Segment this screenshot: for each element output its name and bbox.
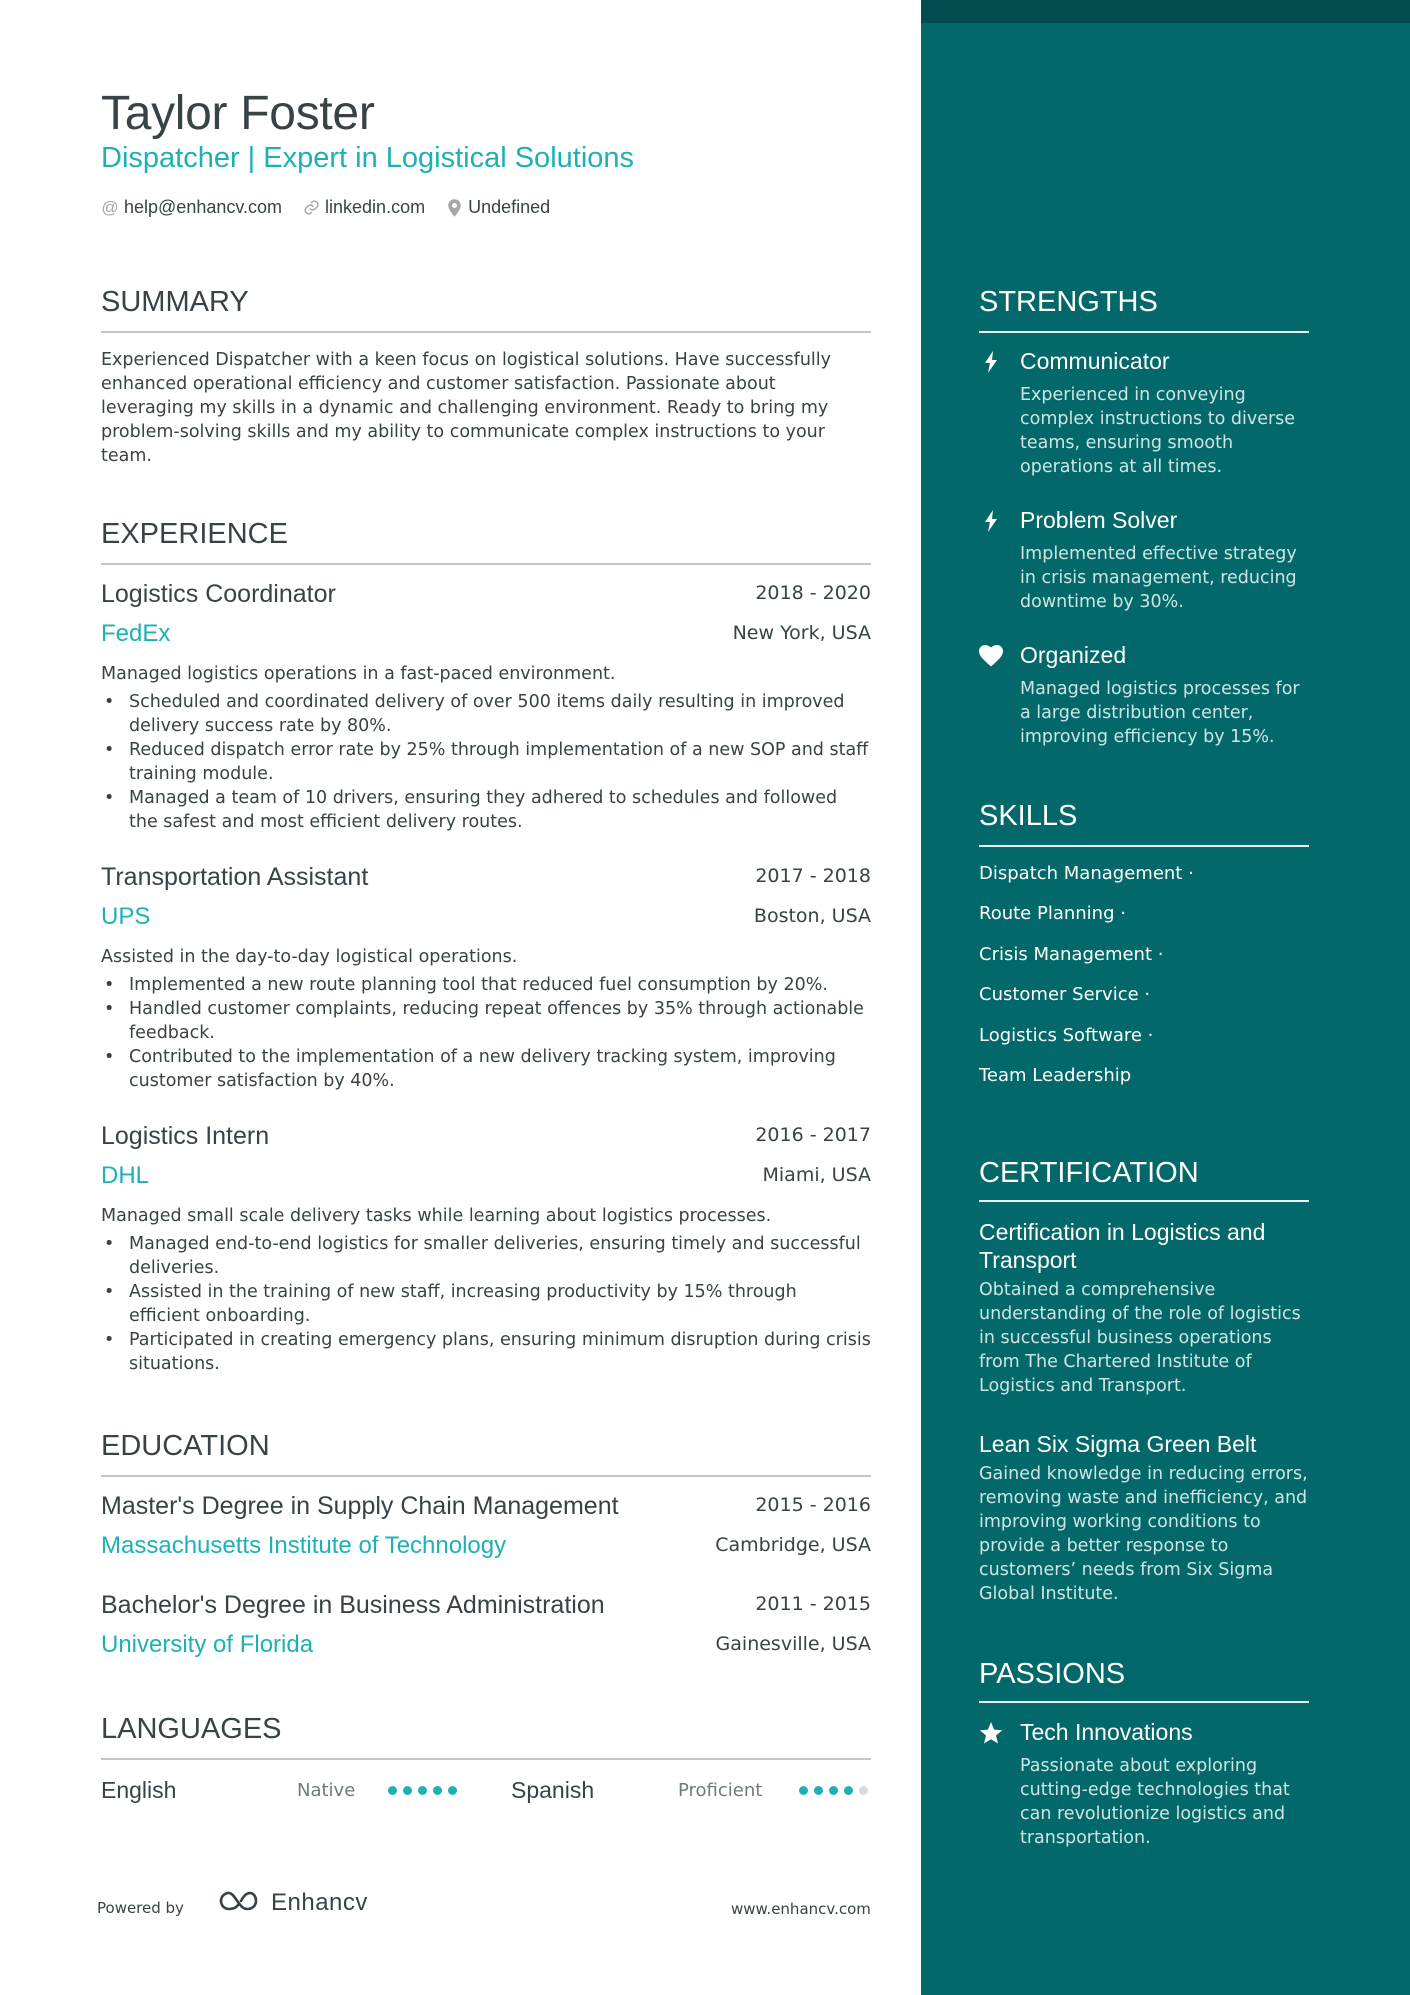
rating-dot-filled bbox=[448, 1786, 457, 1795]
summary-text: Experienced Dispatcher with a keen focus on logistical solutions. Have successfully enhanced operational efficiency and customer satisfaction. Passionate about leveraging my skills in a dynamic and challenging environment. Ready to bring my problem-solving skills and my ability to communicate complex instructions to your team. bbox=[101, 350, 831, 466]
job-bullet: • Participated in creating emergency plans, ensuring minimum disruption during crisis situations. bbox=[101, 1328, 871, 1376]
strength-description: Implemented effective strategy in crisis management, reducing downtime by 30%. bbox=[1020, 544, 1297, 612]
job-bullet: • Scheduled and coordinated delivery of over 500 items daily resulting in improved delivery success rate by 80%. bbox=[101, 690, 871, 738]
job-bullets bbox=[101, 690, 871, 834]
passion-title: Tech Innovations bbox=[1020, 1719, 1193, 1745]
language-level: Proficient bbox=[678, 1780, 763, 1801]
contact-location bbox=[445, 197, 550, 218]
languages-heading: LANGUAGES bbox=[101, 1713, 282, 1745]
job-company: FedEx bbox=[101, 620, 171, 647]
certification-heading: CERTIFICATION bbox=[979, 1157, 1199, 1189]
certification-title: Certification in Logistics and Transport bbox=[979, 1219, 1266, 1273]
certification-divider bbox=[979, 1200, 1309, 1202]
strengths-heading: STRENGTHS bbox=[979, 286, 1158, 318]
languages-divider bbox=[101, 1758, 871, 1760]
language-level: Native bbox=[297, 1780, 356, 1801]
job-bullet: • Implemented a new route planning tool that reduced fuel consumption by 20%. bbox=[101, 973, 871, 997]
contact-location-text: Undefined bbox=[468, 197, 551, 217]
enhancv-logo-icon bbox=[217, 1888, 265, 1918]
education-heading: EDUCATION bbox=[101, 1430, 270, 1462]
job-dates: 2017 - 2018 bbox=[755, 865, 871, 887]
link-icon bbox=[302, 199, 320, 216]
job-role: Logistics Intern bbox=[101, 1122, 270, 1150]
job-company: UPS bbox=[101, 903, 151, 930]
job-dates: 2018 - 2020 bbox=[755, 582, 871, 604]
language-name: English bbox=[101, 1777, 177, 1803]
education-location: Cambridge, USA bbox=[715, 1534, 871, 1556]
rating-dot-filled bbox=[829, 1786, 838, 1795]
job-description: Assisted in the day-to-day logistical operations. bbox=[101, 947, 518, 967]
enhancv-logo-text: Enhancv bbox=[271, 1889, 368, 1916]
at-icon: @ bbox=[101, 197, 119, 217]
job-description: Managed small scale delivery tasks while learning about logistics processes. bbox=[101, 1206, 772, 1226]
contact-email[interactable] bbox=[101, 197, 282, 218]
skills-heading: SKILLS bbox=[979, 800, 1078, 832]
job-location: New York, USA bbox=[732, 622, 871, 644]
job-location: Boston, USA bbox=[753, 905, 871, 927]
skill-item: Route Planning · bbox=[979, 903, 1126, 924]
strengths-divider bbox=[979, 331, 1309, 333]
job-role: Transportation Assistant bbox=[101, 863, 369, 891]
rating-dot-filled bbox=[799, 1786, 808, 1795]
certification-description: Obtained a comprehensive understanding of the role of logistics in successful business operations from The Chartered Institute of Logistics and Transport. bbox=[979, 1280, 1301, 1396]
job-bullet: • Assisted in the training of new staff, increasing productivity by 15% through efficient onboarding. bbox=[101, 1280, 871, 1328]
star-icon bbox=[979, 1721, 1003, 1745]
strength-description: Experienced in conveying complex instructions to diverse teams, ensuring smooth operations at all times. bbox=[1020, 385, 1296, 477]
lightning-bolt-icon bbox=[979, 350, 1003, 374]
enhancv-logo[interactable] bbox=[217, 1888, 368, 1918]
language-rating bbox=[799, 1786, 868, 1795]
skill-item: Crisis Management · bbox=[979, 944, 1164, 965]
skill-item: Logistics Software · bbox=[979, 1025, 1154, 1046]
job-bullet: • Reduced dispatch error rate by 25% through implementation of a new SOP and staff training module. bbox=[101, 738, 871, 786]
language-rating bbox=[388, 1786, 457, 1795]
education-dates: 2015 - 2016 bbox=[755, 1494, 871, 1516]
strength-title: Communicator bbox=[1020, 348, 1170, 374]
candidate-title: Dispatcher | Expert in Logistical Solutions bbox=[101, 142, 635, 174]
skill-item: Customer Service · bbox=[979, 984, 1151, 1005]
rating-dot-filled bbox=[388, 1786, 397, 1795]
education-entry bbox=[101, 1492, 871, 1572]
powered-by-label: Powered by bbox=[97, 1899, 184, 1917]
education-school: Massachusetts Institute of Technology bbox=[101, 1532, 507, 1559]
job-location: Miami, USA bbox=[762, 1164, 871, 1186]
job-bullet: • Managed a team of 10 drivers, ensuring they adhered to schedules and followed the safest and most efficient delivery routes. bbox=[101, 786, 871, 834]
summary-divider bbox=[101, 331, 871, 333]
contact-email-text: help@enhancv.com bbox=[124, 197, 283, 217]
passions-heading: PASSIONS bbox=[979, 1658, 1126, 1690]
job-company: DHL bbox=[101, 1162, 150, 1189]
education-degree: Master's Degree in Supply Chain Management bbox=[101, 1492, 619, 1520]
experience-heading: EXPERIENCE bbox=[101, 518, 288, 550]
strength-description: Managed logistics processes for a large distribution center, improving efficiency by 15%. bbox=[1020, 679, 1300, 747]
rating-dot-empty bbox=[859, 1786, 868, 1795]
certification-title: Lean Six Sigma Green Belt bbox=[979, 1431, 1257, 1457]
education-divider bbox=[101, 1475, 871, 1477]
rating-dot-filled bbox=[844, 1786, 853, 1795]
rating-dot-filled bbox=[433, 1786, 442, 1795]
certification-item bbox=[979, 1430, 1309, 1606]
job-bullet: • Contributed to the implementation of a new delivery tracking system, improving customer satisfaction by 40%. bbox=[101, 1045, 871, 1093]
contact-list bbox=[101, 197, 550, 218]
footer-url[interactable]: www.enhancv.com bbox=[731, 1900, 871, 1918]
certification-item bbox=[979, 1218, 1309, 1398]
heart-icon bbox=[979, 644, 1003, 668]
contact-linkedin-text: linkedin.com bbox=[325, 197, 426, 217]
passion-description: Passionate about exploring cutting-edge technologies that can revolutionize logistics and transportation. bbox=[1020, 1756, 1290, 1848]
passions-divider bbox=[979, 1701, 1309, 1703]
candidate-name: Taylor Foster bbox=[101, 87, 375, 140]
education-degree: Bachelor's Degree in Business Administration bbox=[101, 1591, 605, 1619]
education-location: Gainesville, USA bbox=[715, 1633, 871, 1655]
strength-title: Organized bbox=[1020, 642, 1127, 668]
job-bullet: • Managed end-to-end logistics for smaller deliveries, ensuring timely and successful deliveries. bbox=[101, 1232, 871, 1280]
experience-divider bbox=[101, 563, 871, 565]
job-bullets bbox=[101, 973, 871, 1093]
job-description: Managed logistics operations in a fast-paced environment. bbox=[101, 664, 616, 684]
rating-dot-filled bbox=[814, 1786, 823, 1795]
job-bullet: • Handled customer complaints, reducing repeat offences by 35% through actionable feedback. bbox=[101, 997, 871, 1045]
lightning-bolt-icon bbox=[979, 509, 1003, 533]
skill-item: Team Leadership bbox=[979, 1065, 1132, 1086]
contact-linkedin[interactable] bbox=[302, 197, 425, 218]
skills-divider bbox=[979, 845, 1309, 847]
summary-heading: SUMMARY bbox=[101, 286, 249, 318]
language-item bbox=[101, 1777, 461, 1807]
language-name: Spanish bbox=[511, 1777, 595, 1803]
education-dates: 2011 - 2015 bbox=[755, 1593, 871, 1615]
education-school: University of Florida bbox=[101, 1631, 314, 1658]
location-pin-icon bbox=[445, 199, 463, 217]
certification-description: Gained knowledge in reducing errors, removing waste and inefficiency, and improving working conditions to provide a better response to customers’ needs from Six Sigma Global Institute. bbox=[979, 1464, 1308, 1604]
rating-dot-filled bbox=[403, 1786, 412, 1795]
education-entry bbox=[101, 1591, 871, 1671]
strength-title: Problem Solver bbox=[1020, 507, 1178, 533]
language-item bbox=[511, 1777, 871, 1807]
job-role: Logistics Coordinator bbox=[101, 580, 336, 608]
job-dates: 2016 - 2017 bbox=[755, 1124, 871, 1146]
job-bullets bbox=[101, 1232, 871, 1376]
sidebar-top-band bbox=[921, 0, 1410, 23]
skill-item: Dispatch Management · bbox=[979, 863, 1194, 884]
rating-dot-filled bbox=[418, 1786, 427, 1795]
